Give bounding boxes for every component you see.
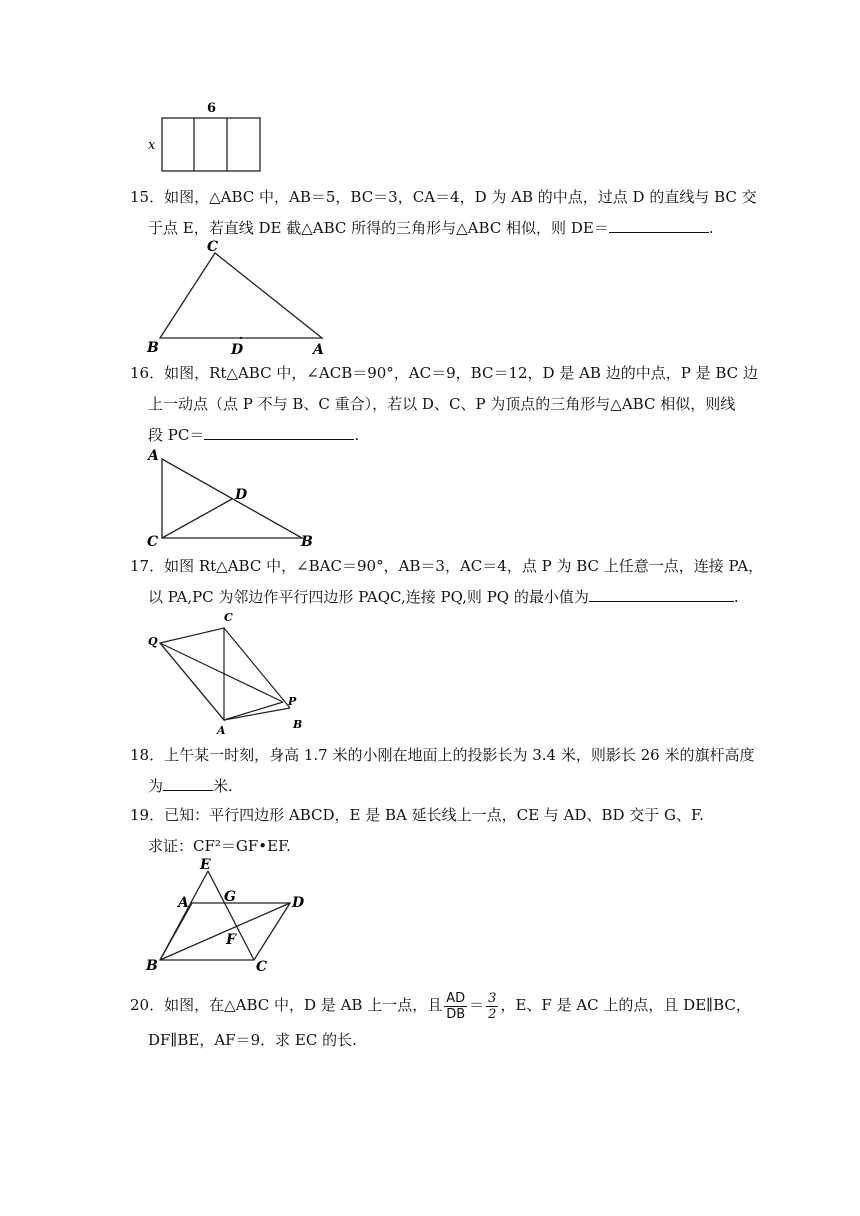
figure-19-parallelogram	[140, 856, 320, 978]
q15-line2-end: .	[708, 219, 714, 237]
q15-answer-blank[interactable]	[609, 218, 709, 233]
fig16-label-b: B	[301, 534, 313, 550]
q20-frac1-num: AD	[444, 991, 467, 1007]
q17-line1: 17．如图 Rt△ABC 中，∠BAC＝90°，AB＝3，AC＝4，点 P 为 BC 上任意一点，连接 PA，	[130, 557, 764, 575]
q19-line1: 19．已知：平行四边形 ABCD，E 是 BA 延长线上一点，CE 与 AD、BD 交于 G、F.	[130, 806, 704, 824]
fig17-label-b: B	[293, 718, 303, 731]
q17-answer-blank[interactable]	[589, 587, 734, 602]
q18-line1: 18．上午某一时刻，身高 1.7 米的小刚在地面上的投影长为 3.4 米，则影长 26 米的旗杆高度	[130, 746, 755, 764]
q20-line1	[130, 988, 751, 1022]
q16-answer-blank[interactable]	[204, 425, 354, 440]
q17-line2-end: .	[733, 588, 739, 606]
q20-frac2-den: 2	[488, 1006, 497, 1022]
fig17-label-q: Q	[148, 635, 158, 648]
fig14-top-label: 6	[207, 101, 217, 116]
fig19-label-d: D	[292, 895, 305, 911]
q17-line2	[148, 587, 739, 607]
q18-line2	[148, 776, 233, 796]
q16-line1: 16．如图，Rt△ABC 中，∠ACB＝90°，AC＝9，BC＝12，D 是 AB 边的中点，P 是 BC 边	[130, 364, 758, 382]
fig19-label-a: A	[178, 895, 189, 911]
fig15-label-c: C	[207, 239, 219, 255]
q15-line1: 15．如图，△ABC 中，AB＝5，BC＝3，CA＝4，D 为 AB 的中点，过点 D 的直线与 BC 交	[130, 188, 757, 206]
q20-line1-end: ，E、F 是 AC 上的点，且 DE∥BC，	[500, 996, 751, 1014]
q15-line2	[148, 218, 714, 238]
q18-line2-end: 米.	[213, 777, 233, 795]
q20-line1-start: 20．如图，在△ABC 中，D 是 AB 上一点，且	[130, 996, 443, 1014]
fig19-label-c: C	[256, 959, 268, 975]
q20-frac1-den: DB	[446, 1006, 466, 1022]
q16-line3	[148, 425, 359, 445]
q16-line2: 上一动点（点 P 不与 B、C 重合），若以 D、C、P 为顶点的三角形与△ABC 相似，则线	[148, 395, 736, 413]
fig17-label-c: C	[224, 611, 233, 624]
fig17-label-p: P	[288, 695, 297, 708]
q20-frac2-num: 3	[488, 990, 497, 1006]
fig16-label-a: A	[148, 448, 159, 464]
fig16-label-c: C	[147, 534, 159, 550]
fig17-label-a: A	[217, 724, 226, 737]
q18-answer-blank[interactable]	[163, 776, 213, 791]
q18-line2-start: 为	[148, 777, 164, 795]
q16-line3-text: 段 PC＝	[148, 426, 205, 444]
figure-17-parallelogram	[145, 608, 315, 738]
fig19-label-e: E	[200, 857, 211, 873]
fig15-label-a: A	[313, 342, 324, 358]
fig19-label-b: B	[146, 958, 158, 974]
fig19-label-g: G	[224, 889, 236, 905]
fig15-label-b: B	[147, 340, 159, 356]
q20-fraction-3-2	[486, 991, 498, 1022]
figure-16-right-triangle	[145, 446, 325, 551]
q19-line2: 求证：CF²＝GF•EF.	[148, 837, 291, 855]
fig15-label-d: D	[231, 342, 244, 358]
q15-line2-text: 于点 E，若直线 DE 截△ABC 所得的三角形与△ABC 相似，则 DE＝	[148, 219, 609, 237]
fig16-label-d: D	[235, 487, 248, 503]
q20-eq: ＝	[469, 996, 485, 1014]
fig14-side-label: x	[148, 138, 156, 153]
q16-line3-end: .	[354, 426, 360, 444]
figure-14-rectangle	[140, 96, 270, 176]
q17-line2-text: 以 PA,PC 为邻边作平行四边形 PAQC,连接 PQ,则 PQ 的最小值为	[148, 588, 589, 606]
fig19-label-f: F	[226, 932, 236, 948]
figure-15-triangle	[145, 240, 335, 360]
q20-fraction-ad-db	[444, 991, 467, 1022]
q20-line2: DF∥BE，AF＝9．求 EC 的长.	[148, 1031, 357, 1049]
